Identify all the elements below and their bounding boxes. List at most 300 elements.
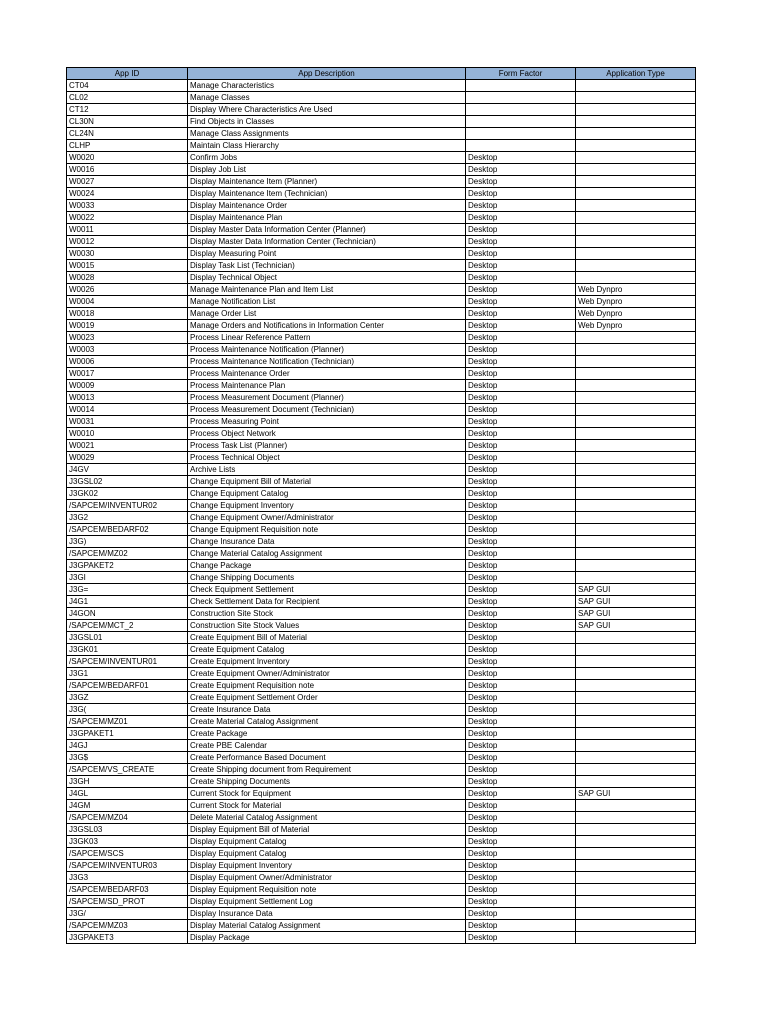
table-row [67, 656, 696, 668]
cell-app-description: Create Shipping document from Requirement [188, 764, 466, 776]
header-app-description: App Description [188, 68, 466, 80]
table-row [67, 368, 696, 380]
cell-application-type [576, 260, 696, 272]
table-row [67, 848, 696, 860]
table-row [67, 128, 696, 140]
table-row [67, 524, 696, 536]
cell-app-id: CLHP [67, 140, 188, 152]
cell-app-id: J3GSL01 [67, 632, 188, 644]
cell-application-type [576, 140, 696, 152]
cell-application-type [576, 536, 696, 548]
cell-form-factor: Desktop [466, 284, 576, 296]
cell-app-description: Current Stock for Equipment [188, 788, 466, 800]
cell-form-factor: Desktop [466, 212, 576, 224]
cell-app-description: Construction Site Stock Values [188, 620, 466, 632]
table-row [67, 428, 696, 440]
cell-form-factor: Desktop [466, 680, 576, 692]
cell-app-id: J4GM [67, 800, 188, 812]
cell-app-id: W0003 [67, 344, 188, 356]
cell-app-description: Change Package [188, 560, 466, 572]
cell-app-id: W0016 [67, 164, 188, 176]
cell-form-factor: Desktop [466, 728, 576, 740]
cell-application-type [576, 764, 696, 776]
table-row [67, 332, 696, 344]
cell-app-id: CL30N [67, 116, 188, 128]
table-row [67, 80, 696, 92]
cell-application-type [576, 644, 696, 656]
cell-app-id: /SAPCEM/INVENTUR01 [67, 656, 188, 668]
cell-app-id: /SAPCEM/SD_PROT [67, 896, 188, 908]
cell-app-id: J3GSL03 [67, 824, 188, 836]
cell-app-description: Display Maintenance Item (Technician) [188, 188, 466, 200]
cell-form-factor: Desktop [466, 536, 576, 548]
app-list-table [66, 67, 696, 944]
cell-app-id: W0017 [67, 368, 188, 380]
cell-form-factor: Desktop [466, 752, 576, 764]
table-row [67, 752, 696, 764]
cell-app-description: Check Equipment Settlement [188, 584, 466, 596]
cell-form-factor [466, 128, 576, 140]
cell-form-factor: Desktop [466, 188, 576, 200]
table-row [67, 728, 696, 740]
cell-form-factor: Desktop [466, 464, 576, 476]
cell-app-id: W0024 [67, 188, 188, 200]
cell-app-description: Display Equipment Catalog [188, 836, 466, 848]
table-body [67, 80, 696, 944]
cell-app-description: Maintain Class Hierarchy [188, 140, 466, 152]
cell-application-type [576, 488, 696, 500]
cell-app-description: Manage Maintenance Plan and Item List [188, 284, 466, 296]
table-row [67, 548, 696, 560]
cell-app-id: /SAPCEM/MCT_2 [67, 620, 188, 632]
cell-app-description: Change Material Catalog Assignment [188, 548, 466, 560]
cell-form-factor: Desktop [466, 260, 576, 272]
cell-app-description: Display Equipment Catalog [188, 848, 466, 860]
cell-app-id: /SAPCEM/MZ02 [67, 548, 188, 560]
cell-form-factor: Desktop [466, 476, 576, 488]
cell-app-description: Display Technical Object [188, 272, 466, 284]
cell-app-description: Display Material Catalog Assignment [188, 920, 466, 932]
table-row [67, 488, 696, 500]
cell-form-factor: Desktop [466, 524, 576, 536]
cell-application-type [576, 824, 696, 836]
cell-app-description: Find Objects in Classes [188, 116, 466, 128]
cell-app-id: W0026 [67, 284, 188, 296]
cell-form-factor: Desktop [466, 596, 576, 608]
cell-app-description: Create Performance Based Document [188, 752, 466, 764]
cell-app-description: Change Equipment Inventory [188, 500, 466, 512]
cell-application-type: SAP GUI [576, 620, 696, 632]
table-row [67, 320, 696, 332]
cell-application-type [576, 368, 696, 380]
cell-application-type [576, 152, 696, 164]
cell-app-description: Process Linear Reference Pattern [188, 332, 466, 344]
cell-form-factor: Desktop [466, 224, 576, 236]
cell-app-description: Create Equipment Bill of Material [188, 632, 466, 644]
table-row [67, 704, 696, 716]
cell-application-type: SAP GUI [576, 788, 696, 800]
cell-application-type [576, 560, 696, 572]
cell-app-description: Display Equipment Bill of Material [188, 824, 466, 836]
table-row [67, 392, 696, 404]
cell-application-type: Web Dynpro [576, 296, 696, 308]
cell-app-id: J3GZ [67, 692, 188, 704]
cell-app-id: J4GON [67, 608, 188, 620]
cell-application-type [576, 920, 696, 932]
cell-form-factor: Desktop [466, 692, 576, 704]
cell-application-type [576, 548, 696, 560]
cell-form-factor: Desktop [466, 896, 576, 908]
cell-application-type [576, 476, 696, 488]
cell-app-id: W0030 [67, 248, 188, 260]
cell-form-factor: Desktop [466, 608, 576, 620]
cell-app-description: Create Shipping Documents [188, 776, 466, 788]
cell-form-factor: Desktop [466, 812, 576, 824]
cell-app-description: Process Maintenance Plan [188, 380, 466, 392]
cell-form-factor: Desktop [466, 428, 576, 440]
cell-application-type [576, 512, 696, 524]
cell-form-factor: Desktop [466, 176, 576, 188]
cell-form-factor: Desktop [466, 620, 576, 632]
cell-form-factor: Desktop [466, 344, 576, 356]
cell-app-id: CL02 [67, 92, 188, 104]
cell-app-description: Display Insurance Data [188, 908, 466, 920]
table-row [67, 452, 696, 464]
cell-application-type [576, 500, 696, 512]
cell-app-description: Manage Orders and Notifications in Information Center [188, 320, 466, 332]
table-row [67, 272, 696, 284]
cell-app-description: Manage Notification List [188, 296, 466, 308]
cell-app-id: /SAPCEM/VS_CREATE [67, 764, 188, 776]
cell-app-id: J3GH [67, 776, 188, 788]
cell-app-id: W0027 [67, 176, 188, 188]
table-row [67, 176, 696, 188]
table-row [67, 596, 696, 608]
table-row [67, 188, 696, 200]
table-row [67, 344, 696, 356]
cell-app-id: J3G( [67, 704, 188, 716]
cell-app-id: W0011 [67, 224, 188, 236]
cell-app-id: J3GPAKET1 [67, 728, 188, 740]
cell-form-factor: Desktop [466, 404, 576, 416]
cell-form-factor [466, 80, 576, 92]
cell-application-type [576, 392, 696, 404]
table-row [67, 308, 696, 320]
cell-form-factor: Desktop [466, 380, 576, 392]
table-row [67, 464, 696, 476]
cell-application-type [576, 812, 696, 824]
cell-app-description: Process Measuring Point [188, 416, 466, 428]
cell-app-description: Create Material Catalog Assignment [188, 716, 466, 728]
cell-application-type [576, 632, 696, 644]
cell-app-description: Process Maintenance Notification (Technician) [188, 356, 466, 368]
cell-app-description: Display Maintenance Order [188, 200, 466, 212]
header-app-id: App ID [67, 68, 188, 80]
table-header-row [67, 68, 696, 80]
cell-form-factor: Desktop [466, 776, 576, 788]
cell-application-type [576, 908, 696, 920]
table-row [67, 776, 696, 788]
table-row [67, 644, 696, 656]
cell-app-id: /SAPCEM/INVENTUR03 [67, 860, 188, 872]
cell-form-factor: Desktop [466, 236, 576, 248]
cell-app-id: /SAPCEM/SCS [67, 848, 188, 860]
cell-app-description: Display Maintenance Item (Planner) [188, 176, 466, 188]
cell-app-id: J3G) [67, 536, 188, 548]
cell-form-factor: Desktop [466, 368, 576, 380]
cell-app-id: J3G/ [67, 908, 188, 920]
cell-form-factor: Desktop [466, 668, 576, 680]
table-row [67, 440, 696, 452]
cell-application-type [576, 452, 696, 464]
cell-app-id: J3GPAKET2 [67, 560, 188, 572]
cell-app-id: /SAPCEM/INVENTUR02 [67, 500, 188, 512]
cell-application-type [576, 464, 696, 476]
table-row [67, 716, 696, 728]
cell-form-factor: Desktop [466, 548, 576, 560]
cell-app-description: Display Equipment Owner/Administrator [188, 872, 466, 884]
cell-application-type [576, 236, 696, 248]
cell-application-type: Web Dynpro [576, 284, 696, 296]
cell-app-description: Check Settlement Data for Recipient [188, 596, 466, 608]
cell-application-type [576, 128, 696, 140]
table-row [67, 692, 696, 704]
cell-app-description: Display Package [188, 932, 466, 944]
cell-app-id: W0009 [67, 380, 188, 392]
cell-app-id: J4G1 [67, 596, 188, 608]
cell-form-factor: Desktop [466, 248, 576, 260]
cell-app-id: J3G2 [67, 512, 188, 524]
cell-application-type [576, 248, 696, 260]
cell-application-type [576, 212, 696, 224]
cell-application-type: Web Dynpro [576, 320, 696, 332]
cell-application-type [576, 380, 696, 392]
cell-app-id: W0015 [67, 260, 188, 272]
cell-form-factor: Desktop [466, 932, 576, 944]
cell-app-description: Create Equipment Catalog [188, 644, 466, 656]
cell-application-type [576, 800, 696, 812]
cell-app-id: W0022 [67, 212, 188, 224]
table-row [67, 476, 696, 488]
table-row [67, 812, 696, 824]
cell-application-type [576, 692, 696, 704]
cell-application-type [576, 332, 696, 344]
cell-app-id: J4GL [67, 788, 188, 800]
cell-form-factor: Desktop [466, 440, 576, 452]
table-row [67, 608, 696, 620]
cell-app-description: Display Equipment Requisition note [188, 884, 466, 896]
table-row [67, 152, 696, 164]
header-application-type: Application Type [576, 68, 696, 80]
cell-app-id: /SAPCEM/BEDARF01 [67, 680, 188, 692]
table-row [67, 536, 696, 548]
cell-form-factor: Desktop [466, 500, 576, 512]
cell-form-factor: Desktop [466, 308, 576, 320]
cell-application-type [576, 416, 696, 428]
table-row [67, 836, 696, 848]
cell-app-id: W0019 [67, 320, 188, 332]
cell-app-description: Create Equipment Settlement Order [188, 692, 466, 704]
cell-form-factor: Desktop [466, 920, 576, 932]
table-row [67, 884, 696, 896]
table-row [67, 668, 696, 680]
cell-application-type: SAP GUI [576, 608, 696, 620]
cell-app-id: J3GI [67, 572, 188, 584]
table-row [67, 140, 696, 152]
cell-form-factor: Desktop [466, 416, 576, 428]
cell-form-factor: Desktop [466, 200, 576, 212]
cell-application-type [576, 728, 696, 740]
table-row [67, 200, 696, 212]
cell-app-description: Process Measurement Document (Planner) [188, 392, 466, 404]
cell-app-id: /SAPCEM/MZ01 [67, 716, 188, 728]
table-row [67, 356, 696, 368]
cell-application-type [576, 848, 696, 860]
table-row [67, 116, 696, 128]
cell-form-factor: Desktop [466, 488, 576, 500]
cell-application-type: SAP GUI [576, 584, 696, 596]
cell-form-factor: Desktop [466, 392, 576, 404]
cell-form-factor: Desktop [466, 872, 576, 884]
cell-app-description: Archive Lists [188, 464, 466, 476]
cell-app-id: /SAPCEM/BEDARF03 [67, 884, 188, 896]
cell-form-factor: Desktop [466, 572, 576, 584]
table-row [67, 860, 696, 872]
cell-app-id: J3GK02 [67, 488, 188, 500]
table-row [67, 164, 696, 176]
cell-app-description: Change Equipment Requisition note [188, 524, 466, 536]
cell-form-factor: Desktop [466, 512, 576, 524]
cell-app-id: J4GJ [67, 740, 188, 752]
cell-application-type [576, 164, 696, 176]
cell-form-factor: Desktop [466, 704, 576, 716]
cell-form-factor: Desktop [466, 716, 576, 728]
cell-application-type [576, 92, 696, 104]
cell-app-id: W0031 [67, 416, 188, 428]
cell-app-id: W0020 [67, 152, 188, 164]
cell-app-id: J4GV [67, 464, 188, 476]
table-row [67, 932, 696, 944]
cell-app-description: Create Equipment Owner/Administrator [188, 668, 466, 680]
cell-application-type [576, 716, 696, 728]
cell-app-id: /SAPCEM/BEDARF02 [67, 524, 188, 536]
cell-application-type: Web Dynpro [576, 308, 696, 320]
cell-form-factor: Desktop [466, 320, 576, 332]
cell-form-factor: Desktop [466, 644, 576, 656]
table-row [67, 500, 696, 512]
cell-app-id: W0018 [67, 308, 188, 320]
table-row [67, 512, 696, 524]
table-row [67, 584, 696, 596]
cell-app-description: Process Technical Object [188, 452, 466, 464]
cell-form-factor: Desktop [466, 560, 576, 572]
cell-app-description: Display Where Characteristics Are Used [188, 104, 466, 116]
cell-application-type [576, 344, 696, 356]
cell-app-description: Create Equipment Inventory [188, 656, 466, 668]
cell-app-description: Construction Site Stock [188, 608, 466, 620]
cell-app-id: J3G= [67, 584, 188, 596]
cell-application-type [576, 704, 696, 716]
cell-application-type [576, 440, 696, 452]
cell-app-description: Manage Characteristics [188, 80, 466, 92]
cell-app-description: Current Stock for Material [188, 800, 466, 812]
table-row [67, 380, 696, 392]
cell-app-description: Display Job List [188, 164, 466, 176]
cell-app-description: Create Insurance Data [188, 704, 466, 716]
cell-app-id: W0013 [67, 392, 188, 404]
cell-application-type [576, 836, 696, 848]
cell-app-description: Manage Order List [188, 308, 466, 320]
cell-application-type [576, 404, 696, 416]
cell-form-factor: Desktop [466, 764, 576, 776]
cell-form-factor: Desktop [466, 272, 576, 284]
table-row [67, 560, 696, 572]
cell-app-id: W0010 [67, 428, 188, 440]
header-form-factor: Form Factor [466, 68, 576, 80]
cell-form-factor: Desktop [466, 152, 576, 164]
cell-app-id: CL24N [67, 128, 188, 140]
cell-application-type [576, 104, 696, 116]
cell-app-description: Manage Class Assignments [188, 128, 466, 140]
table-row [67, 404, 696, 416]
cell-app-description: Manage Classes [188, 92, 466, 104]
cell-app-description: Display Maintenance Plan [188, 212, 466, 224]
table-row [67, 248, 696, 260]
cell-application-type: SAP GUI [576, 596, 696, 608]
cell-form-factor: Desktop [466, 824, 576, 836]
cell-form-factor [466, 104, 576, 116]
table-row [67, 236, 696, 248]
cell-app-id: J3GK03 [67, 836, 188, 848]
cell-application-type [576, 776, 696, 788]
cell-app-description: Change Insurance Data [188, 536, 466, 548]
cell-app-description: Process Measurement Document (Technician) [188, 404, 466, 416]
cell-form-factor: Desktop [466, 884, 576, 896]
cell-app-id: /SAPCEM/MZ04 [67, 812, 188, 824]
table-row [67, 788, 696, 800]
cell-application-type [576, 680, 696, 692]
cell-form-factor: Desktop [466, 908, 576, 920]
cell-app-id: W0023 [67, 332, 188, 344]
cell-application-type [576, 896, 696, 908]
cell-app-id: W0021 [67, 440, 188, 452]
cell-app-id: W0004 [67, 296, 188, 308]
table-row [67, 416, 696, 428]
cell-form-factor: Desktop [466, 740, 576, 752]
table-row [67, 284, 696, 296]
cell-form-factor [466, 92, 576, 104]
cell-app-id: J3GK01 [67, 644, 188, 656]
cell-form-factor: Desktop [466, 788, 576, 800]
cell-form-factor: Desktop [466, 356, 576, 368]
cell-application-type [576, 524, 696, 536]
cell-app-description: Display Equipment Inventory [188, 860, 466, 872]
cell-app-description: Change Equipment Owner/Administrator [188, 512, 466, 524]
cell-form-factor: Desktop [466, 800, 576, 812]
cell-application-type [576, 200, 696, 212]
cell-app-description: Display Master Data Information Center (Technician) [188, 236, 466, 248]
cell-app-description: Display Task List (Technician) [188, 260, 466, 272]
cell-app-id: W0029 [67, 452, 188, 464]
table-row [67, 92, 696, 104]
cell-app-id: J3G3 [67, 872, 188, 884]
cell-application-type [576, 80, 696, 92]
table-row [67, 572, 696, 584]
cell-form-factor: Desktop [466, 836, 576, 848]
cell-app-id: J3GPAKET3 [67, 932, 188, 944]
cell-app-description: Confirm Jobs [188, 152, 466, 164]
cell-app-id: W0012 [67, 236, 188, 248]
